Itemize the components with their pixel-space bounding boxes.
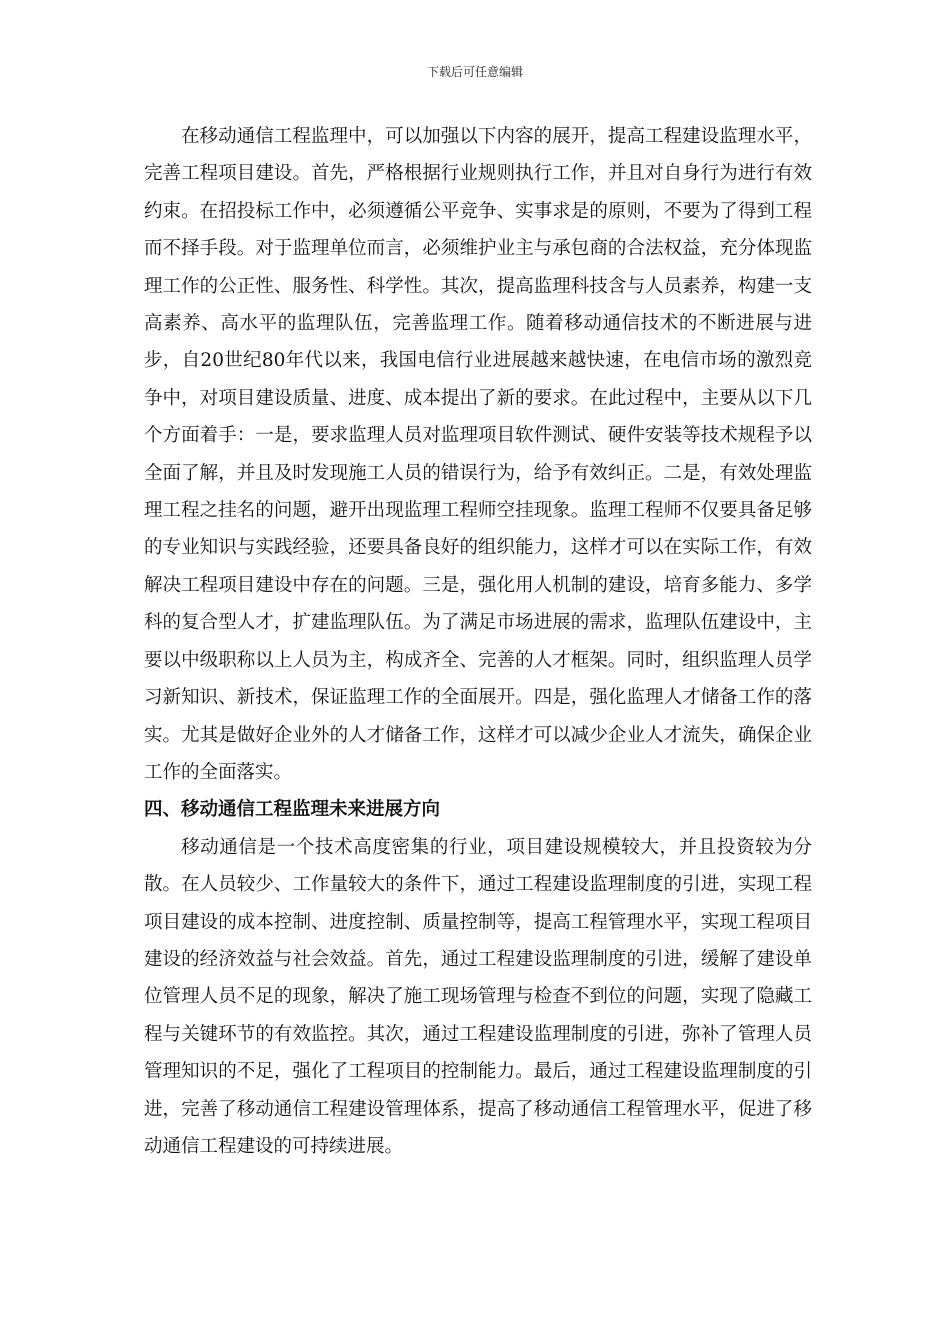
body-paragraph-2: 移动通信是一个技术高度密集的行业，项目建设规模较大，并且投资较为分散。在人员较少、工作量较大的条件下，通过工程建设监理制度的引进，实现工程项目建设的成本控制、进度控制、质量控制等，提高工程管理水平，实现工程项目建设的经济效益与社会效益。首先，通过工程建设监理制度的引进，缓解了建设单位管理人员不足的现象，解决了施工现场管理与检查不到位的问题，实现了隐藏工程与关键环节的有效监控。其次，通过工程建设监理制度的引进，弥补了管理人员管理知识的不足，强化了工程项目的控制能力。最后，通过工程建设监理制度的引进，完善了移动通信工程建设管理体系，提高了移动通信工程管理水平，促进了移动通信工程建设的可持续进展。 xyxy=(144,836,812,1157)
body-paragraph-1: 在移动通信工程监理中，可以加强以下内容的展开，提高工程建设监理水平，完善工程项目建设。首先，严格根据行业规则执行工作，并且对自身行为进行有效约束。在招投标工作中，必须遵循公平竞争、实事求是的原则，不要为了得到工程而不择手段。对于监理单位而言，必须维护业主与承包商的合法权益，充分体现监理工作的公正性、服务性、科学性。其次，提高监理科技含与人员素养，构建一支高素养、高水平的监理队伍，完善监理工作。随着移动通信技术的不断进展与进步，自20世纪80年代以来，我国电信行业进展越来越快速，在电信市场的激烈竞争中，对项目建设质量、进度、成本提出了新的要求。在此过程中，主要从以下几个方面着手：一是，要求监理人员对监理项目软件测试、硬件安装等技术规程予以全面了解，并且及时发现施工人员的错误行为，给予有效纠正。二是，有效处理监理工程之挂名的问题，避开出现监理工程师空挂现象。监理工程师不仅要具备足够的专业知识与实践经验，还要具备良好的组织能力，这样才可以在实际工作，有效解决工程项目建设中存在的问题。三是，强化用人机制的建设，培育多能力、多学科的复合型人才，扩建监理队伍。为了满足市场进展的需求，监理队伍建设中，主要以中级职称以上人员为主，构成齐全、完善的人才框架。同时，组织监理人员学习新知识、新技术，保证监理工作的全面展开。四是，强化监理人才储备工作的落实。尤其是做好企业外的人才储备工作，这样才可以减少企业人才流失，确保企业工作的全面落实。 xyxy=(144,126,812,783)
document-body xyxy=(144,118,812,1165)
page-header: 下载后可任意编辑 xyxy=(426,65,523,79)
section-heading: 四、移动通信工程监理未来进展方向 xyxy=(144,799,441,821)
